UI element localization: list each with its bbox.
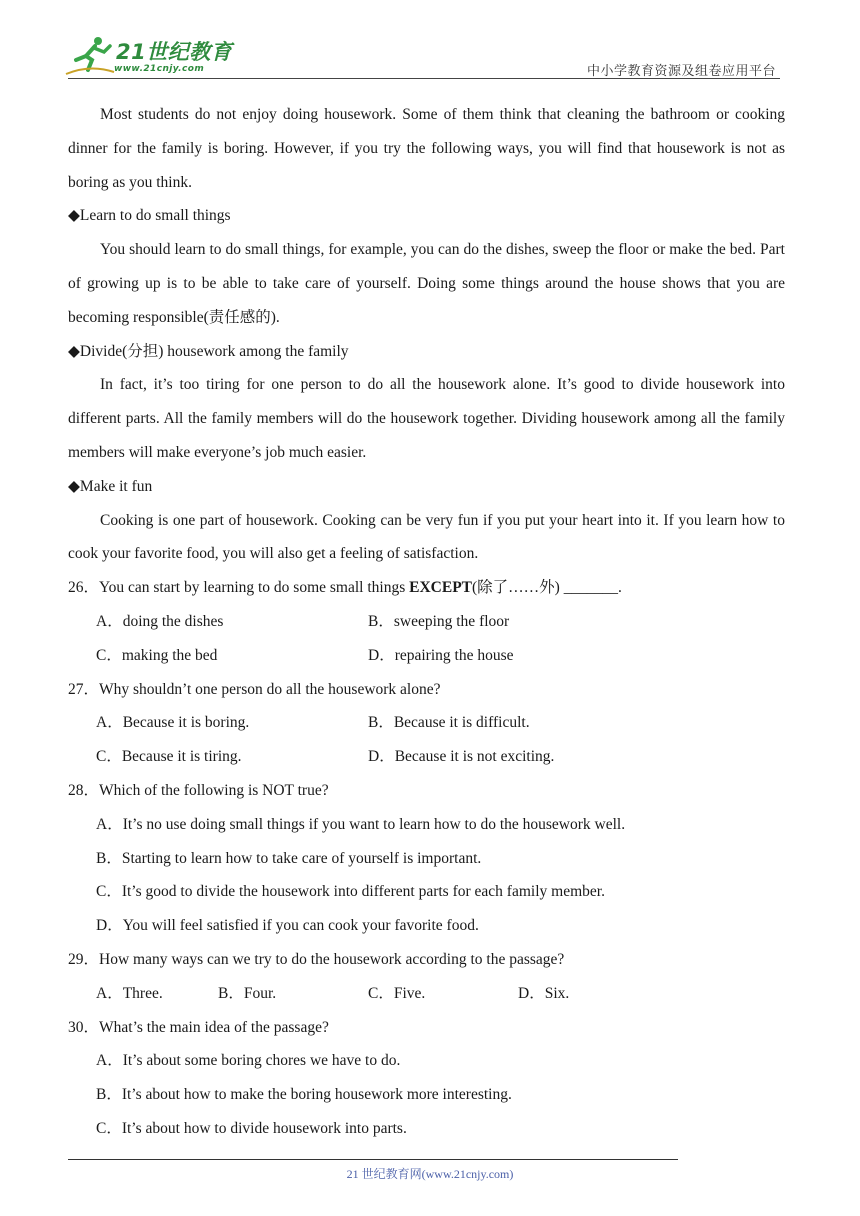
section-heading-3: ◆Make it fun <box>68 477 153 495</box>
question-29: 29．How many ways can we try to do the housework according to the passage? <box>68 950 565 968</box>
runner-icon <box>64 34 116 78</box>
option-30-a[interactable]: A．It’s about some boring chores we have to do. <box>96 1052 401 1070</box>
logo-text: 21世纪教育 <box>116 40 233 64</box>
option-30-b[interactable]: B．It’s about how to make the boring housework more interesting. <box>96 1086 512 1104</box>
footer-divider <box>68 1159 678 1160</box>
platform-title: 中小学教育资源及组卷应用平台 <box>586 63 776 78</box>
question-27-options-row-1 <box>68 706 785 740</box>
option-27-a[interactable]: A．Because it is boring. <box>96 714 250 732</box>
question-27: 27．Why shouldn’t one person do all the housework alone? <box>68 680 441 698</box>
option-27-b[interactable]: B．Because it is difficult. <box>368 714 530 732</box>
question-26-suffix: (除了……外) _______. <box>472 579 622 597</box>
option-27-c[interactable]: C．Because it is tiring. <box>96 748 242 766</box>
logo-url: www.21cnjy.com <box>114 64 205 74</box>
site-logo <box>64 34 234 78</box>
page-footer: 21 世纪教育网(www.21cnjy.com) <box>346 1167 514 1181</box>
question-26-prefix: 26．You can start by learning to do some small things <box>68 579 410 597</box>
question-26-options-row-1 <box>68 605 785 639</box>
question-26-options-row-2 <box>68 639 785 673</box>
option-27-d[interactable]: D．Because it is not exciting. <box>368 748 555 766</box>
option-29-a[interactable]: A．Three. <box>96 984 163 1002</box>
option-30-c[interactable]: C．It’s about how to divide housework into parts. <box>96 1119 407 1137</box>
passage-paragraph-4: Cooking is one part of housework. Cooking can be very fun if you put your heart into it. If you learn how to cook your favorite food, you will also get a feeling of satisfaction. <box>68 511 785 563</box>
header-divider <box>68 78 780 79</box>
section-heading-2: ◆Divide(分担) housework among the family <box>68 342 349 360</box>
question-26-bold: EXCEPT <box>409 579 472 597</box>
question-28: 28．Which of the following is NOT true? <box>68 781 329 799</box>
option-28-a[interactable]: A．It’s no use doing small things if you want to learn how to do the housework well. <box>96 815 626 833</box>
option-29-c[interactable]: C．Five. <box>368 984 426 1002</box>
page-header <box>0 0 860 80</box>
question-26 <box>68 571 785 605</box>
option-28-c[interactable]: C．It’s good to divide the housework into different parts for each family member. <box>96 883 605 901</box>
document-body <box>68 98 785 1146</box>
option-28-b[interactable]: B．Starting to learn how to take care of yourself is important. <box>96 849 482 867</box>
option-26-c[interactable]: C．making the bed <box>96 646 218 664</box>
option-26-b[interactable]: B．sweeping the floor <box>368 612 510 630</box>
option-26-a[interactable]: A．doing the dishes <box>96 612 224 630</box>
option-29-d[interactable]: D．Six. <box>518 984 570 1002</box>
option-28-d[interactable]: D．You will feel satisfied if you can cook your favorite food. <box>96 917 479 935</box>
question-29-options <box>68 977 785 1011</box>
passage-paragraph-1: Most students do not enjoy doing housework. Some of them think that cleaning the bathroom or cooking dinner for the family is boring. However, if you try the following ways, you will find that housework is not as boring as you think. <box>68 106 785 191</box>
section-heading-1: ◆Learn to do small things <box>68 207 231 225</box>
option-29-b[interactable]: B．Four. <box>218 984 277 1002</box>
option-26-d[interactable]: D．repairing the house <box>368 646 514 664</box>
passage-paragraph-3: In fact, it’s too tiring for one person to do all the housework alone. It’s good to divide housework into different parts. All the family members will do the housework together. Dividing housework among all the family members will make everyone’s job much easier. <box>68 376 785 461</box>
question-27-options-row-2 <box>68 740 785 774</box>
question-30: 30．What’s the main idea of the passage? <box>68 1018 329 1036</box>
passage-paragraph-2: You should learn to do small things, for example, you can do the dishes, sweep the floor or make the bed. Part of growing up is to be able to take care of yourself. Doing some things around the house shows that you are becoming responsible(责任感的). <box>68 241 785 326</box>
